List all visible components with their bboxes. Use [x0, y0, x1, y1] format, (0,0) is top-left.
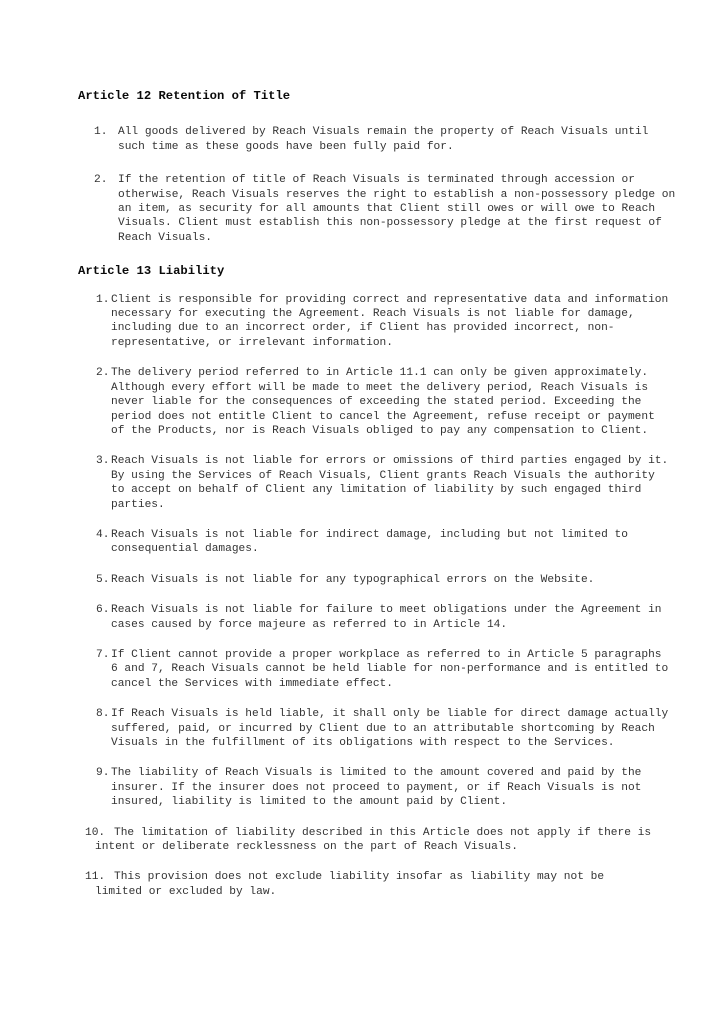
list-item: [94, 125, 725, 154]
list-item-number: 7.: [96, 648, 110, 661]
list-item-line: including due to an incorrect order, if Client has provided incorrect, non-: [111, 322, 615, 335]
list-item-line: All goods delivered by Reach Visuals remain the property of Reach Visuals until: [118, 126, 649, 139]
list-item-line: of the Products, nor is Reach Visuals obliged to pay any compensation to Client.: [111, 424, 649, 437]
list-item-line: The liability of Reach Visuals is limited to the amount covered and paid by the: [111, 767, 642, 780]
list-item-line: suffered, paid, or incurred by Client due to an attributable shortcoming by Reach: [111, 722, 655, 735]
list-item-line: insurer. If the insurer does not proceed to payment, or if Reach Visuals is not: [111, 781, 642, 794]
list-item-number: 4.: [96, 528, 110, 541]
list-item-line: otherwise, Reach Visuals reserves the right to establish a non-possessory pledge on: [118, 188, 676, 201]
list-item-number: 8.: [96, 708, 110, 721]
list-item-line: cases caused by force majeure as referred to in Article 14.: [111, 618, 508, 631]
list-item: [96, 766, 725, 809]
article-heading: Article 13 Liability: [78, 264, 225, 279]
list-item: [94, 173, 725, 245]
list-item-number: 1.: [94, 126, 108, 139]
list-item-number: 1.: [96, 293, 110, 306]
list-item-line: This provision does not exclude liability insofar as liability may not be: [114, 871, 605, 884]
list-item-line: Visuals in the fulfillment of its obligations with respect to the Services.: [111, 737, 615, 749]
list-item: [96, 648, 725, 691]
list-item-line: Reach Visuals.: [118, 231, 212, 244]
list-item-line: representative, or irrelevant information.: [111, 336, 393, 349]
list-item-line: such time as these goods have been fully paid for.: [118, 140, 454, 153]
list-item-number: 11.: [85, 871, 106, 884]
list-item-number: 2.: [94, 174, 108, 187]
list-item-line: period does not entitle Client to cancel the Agreement, refuse receipt or payment: [111, 410, 655, 423]
list-item-line: Reach Visuals is not liable for failure to meet obligations under the Agreement in: [111, 604, 662, 617]
list-item-line: The delivery period referred to in Article 11.1 can only be given approximately.: [111, 367, 649, 380]
list-item-line: 6 and 7, Reach Visuals cannot be held liable for non-performance and is entitled to: [111, 663, 669, 676]
list-item-line: cancel the Services with immediate effect.: [111, 677, 393, 690]
article-section: [0, 89, 725, 245]
list-item-line: If Reach Visuals is held liable, it shall only be liable for direct damage actually: [111, 708, 669, 721]
list-item-number: 10.: [85, 826, 106, 839]
list-item: [96, 707, 725, 750]
list-item-number: 5.: [96, 573, 110, 586]
list-item: [85, 826, 725, 855]
article-heading: Article 12 Retention of Title: [78, 89, 291, 103]
list-item: [85, 870, 725, 899]
list-item-number: 2.: [96, 367, 110, 380]
list-item-line: insured, liability is limited to the amount paid by Client.: [111, 796, 508, 809]
list-item: [96, 603, 725, 632]
list-item-line: Visuals. Client must establish this non-possessory pledge at the first request of: [118, 217, 662, 230]
list-item-line: Reach Visuals is not liable for errors or omissions of third parties engaged by it.: [111, 455, 669, 468]
list-item-line: Reach Visuals is not liable for indirect damage, including but not limited to: [111, 528, 628, 541]
list-item: [96, 366, 725, 438]
list-item-line: If Client cannot provide a proper workplace as referred to in Article 5 paragraphs: [111, 648, 662, 661]
list-item-line: never liable for the consequences of exceeding the stated period. Exceeding the: [111, 396, 642, 409]
list-item-line: Although every effort will be made to meet the delivery period, Reach Visuals is: [111, 381, 649, 394]
list-item-line: Reach Visuals is not liable for any typographical errors on the Website.: [111, 573, 595, 586]
list-item-line: consequential damages.: [111, 543, 259, 556]
list-item-line: parties.: [111, 498, 165, 511]
list-item-line: If the retention of title of Reach Visuals is terminated through accession or: [118, 174, 635, 187]
list-item-line: necessary for executing the Agreement. Reach Visuals is not liable for damage,: [111, 308, 635, 321]
list-item-number: 9.: [96, 767, 110, 780]
list-item-line: an item, as security for all amounts that Client still owes or will owe to Reach: [118, 203, 656, 216]
list-item-line: limited or excluded by law.: [95, 885, 277, 898]
list-item: [96, 573, 725, 587]
list-item: [96, 528, 725, 557]
list-item-number: 3.: [96, 455, 110, 468]
article-section: [0, 264, 725, 899]
list-item-line: By using the Services of Reach Visuals, Client grants Reach Visuals the authority: [111, 469, 655, 482]
list-item: [96, 293, 725, 351]
list-item: [96, 454, 725, 512]
list-item-line: The limitation of liability described in this Article does not apply if there is: [114, 826, 652, 839]
list-item-line: to accept on behalf of Client any limitation of liability by such engaged third: [111, 484, 642, 497]
list-item-line: intent or deliberate recklessness on the part of Reach Visuals.: [95, 841, 518, 854]
list-item-line: Client is responsible for providing correct and representative data and information: [111, 293, 669, 306]
list-item-number: 6.: [96, 604, 110, 617]
